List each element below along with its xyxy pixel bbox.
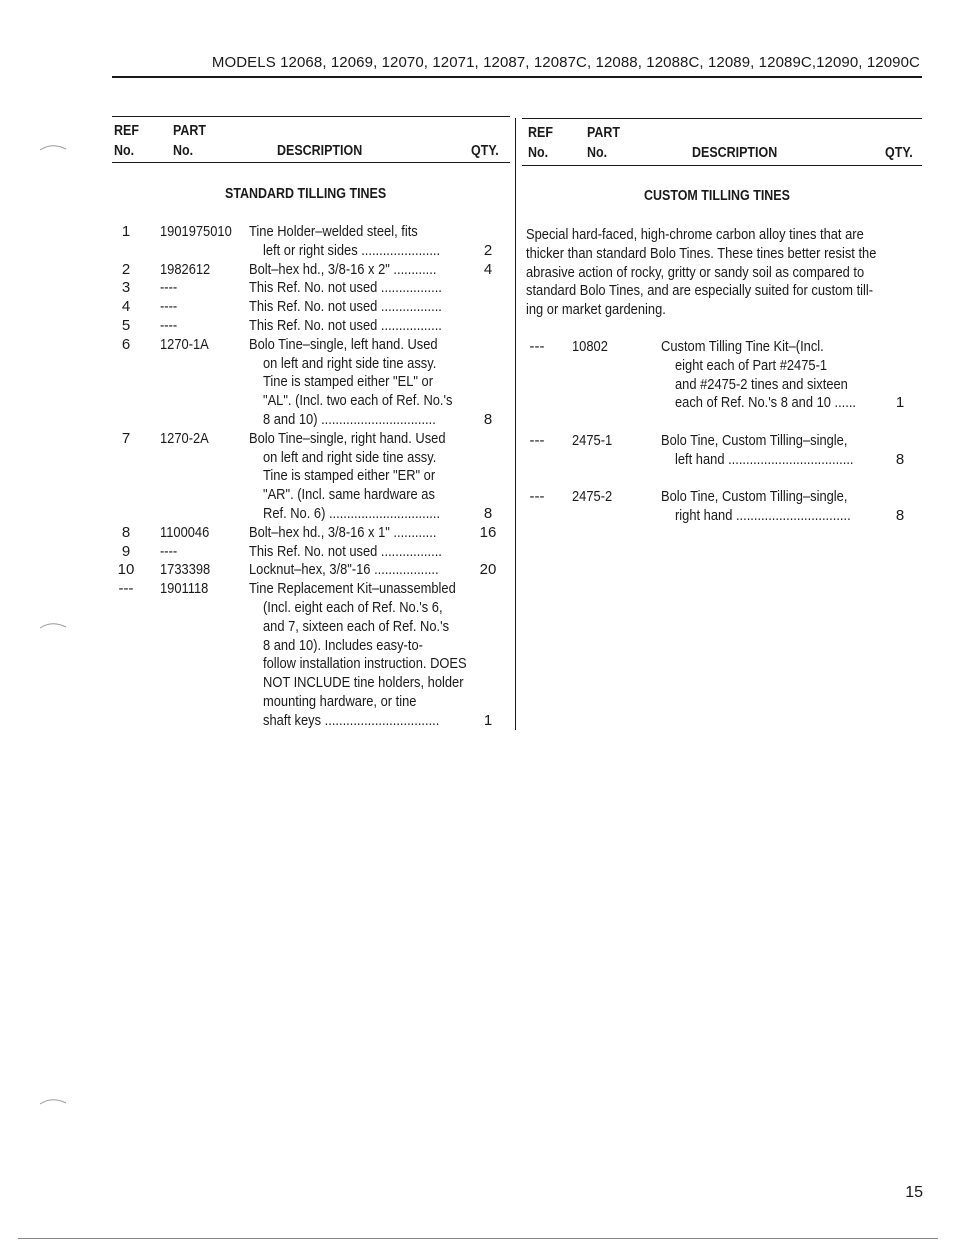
part-number: 1270-2A	[160, 429, 209, 447]
left-ref-header	[114, 121, 139, 161]
part-number: ----	[160, 279, 178, 297]
description-line	[249, 618, 500, 637]
description-text: This Ref. No. not used .................	[249, 298, 442, 316]
part-number: 10802	[572, 338, 608, 355]
standard-tines-title: STANDARD TILLING TINES	[225, 186, 387, 202]
description-text: eight each of Part #2475-1	[675, 356, 828, 374]
description-line	[249, 261, 467, 280]
intro-line: ing or market gardening.	[526, 301, 666, 319]
left-description-header: DESCRIPTION	[277, 143, 363, 159]
quantity: 2	[483, 241, 493, 259]
description-text: Tine is stamped either "ER" or	[263, 467, 436, 485]
right-ref-header	[528, 123, 553, 163]
custom-tines-intro	[526, 226, 926, 320]
ref-number: 2	[121, 260, 131, 278]
ref-number: 10	[117, 561, 135, 579]
ref-number: ---	[529, 338, 545, 355]
header-rule	[112, 76, 922, 78]
description-text: Tine Holder–welded steel, fits	[249, 223, 418, 240]
quantity: 1	[895, 394, 905, 412]
description-text: and #2475-2 tines and sixteen	[675, 375, 848, 393]
ref-number: ---	[118, 580, 134, 598]
description-line	[249, 355, 483, 374]
part-description	[249, 580, 500, 730]
ref-header-line1: REF	[114, 123, 139, 139]
quantity: 8	[895, 507, 905, 525]
description-line	[249, 543, 473, 562]
intro-line: Special hard-faced, high-chrome carbon alloy tines that are	[526, 226, 864, 243]
description-text: each of Ref. No.'s 8 and 10 ......	[675, 394, 857, 412]
right-header-rule	[522, 165, 922, 166]
description-text: NOT INCLUDE tine holders, holder	[263, 674, 464, 692]
left-qty-header: QTY.	[471, 143, 499, 159]
quantity: 8	[895, 450, 905, 468]
description-text: 8 and 10) ................................	[263, 410, 436, 428]
description-text: Custom Tilling Tine Kit–(Incl.	[661, 338, 824, 355]
part-description	[249, 524, 467, 543]
part-description	[249, 543, 473, 562]
intro-line: standard Bolo Tines, and are especially suited for custom till-	[526, 282, 874, 300]
description-text: Bolo Tine, Custom Tilling–single,	[661, 488, 848, 506]
description-line	[249, 317, 473, 336]
part-number: 2475-2	[572, 488, 613, 506]
description-line	[661, 488, 879, 507]
description-text: (Incl. eight each of Ref. No.'s 6,	[263, 598, 443, 616]
description-text: Bolo Tine, Custom Tilling–single,	[661, 432, 848, 449]
intro-line: abrasive action of rocky, gritty or sandy soil as compared to	[526, 263, 865, 281]
description-line	[249, 467, 477, 486]
description-line	[249, 712, 500, 731]
quantity: 4	[483, 260, 493, 278]
binding-hole-mark	[38, 620, 68, 630]
description-text: Ref. No. 6) ...............................	[263, 504, 441, 522]
description-line	[661, 338, 885, 357]
ref-number: 4	[121, 298, 131, 316]
ref-number: ---	[529, 488, 545, 506]
ref-number: 6	[121, 335, 131, 353]
part-description	[249, 317, 473, 336]
description-line	[249, 392, 483, 411]
description-line	[249, 674, 500, 693]
description-line	[249, 599, 500, 618]
right-top-rule	[522, 118, 922, 119]
description-line	[249, 580, 500, 599]
ref-number: ---	[529, 432, 545, 449]
part-header-line2: No.	[587, 145, 608, 161]
left-header-rule	[112, 162, 510, 163]
custom-tines-title: CUSTOM TILLING TINES	[644, 188, 790, 204]
description-text: This Ref. No. not used .................	[249, 542, 442, 560]
footer-rule	[18, 1238, 938, 1239]
part-number: 1982612	[160, 260, 211, 278]
description-line	[661, 376, 885, 395]
description-line	[249, 637, 500, 656]
column-divider	[515, 118, 516, 730]
description-text: shaft keys ................................	[263, 711, 440, 729]
description-text: Bolo Tine–single, left hand. Used	[249, 335, 438, 353]
ref-number: 5	[121, 317, 131, 334]
part-description	[249, 336, 483, 430]
part-number: 1270-1A	[160, 335, 209, 353]
ref-number: 9	[121, 542, 131, 560]
part-number: ----	[160, 542, 178, 560]
description-line	[249, 449, 477, 468]
right-description-header: DESCRIPTION	[692, 145, 778, 161]
part-number: ----	[160, 317, 178, 334]
quantity: 16	[479, 523, 497, 541]
ref-number: 7	[121, 429, 131, 447]
part-header-line1: PART	[173, 123, 207, 139]
ref-number: 8	[121, 523, 131, 541]
description-line	[661, 432, 883, 451]
description-text: This Ref. No. not used .................	[249, 279, 442, 297]
description-line	[249, 524, 467, 543]
part-description	[249, 561, 469, 580]
description-text: This Ref. No. not used .................	[249, 317, 442, 334]
ref-number: 3	[121, 279, 131, 297]
part-number: 1901975010	[160, 223, 232, 240]
description-line	[249, 655, 500, 674]
description-line	[249, 336, 483, 355]
ref-header-line2: No.	[114, 143, 135, 159]
description-text: Tine Replacement Kit–unassembled	[249, 580, 456, 598]
description-line	[249, 505, 477, 524]
models-header: MODELS 12068, 12069, 12070, 12071, 12087, 12087C, 12088, 12088C, 12089, 12089C,12090, 12090C	[211, 54, 920, 71]
description-text: "AL". (Incl. two each of Ref. No.'s	[263, 392, 453, 410]
description-text: right hand ................................	[675, 507, 851, 525]
part-description	[249, 298, 473, 317]
part-description	[661, 432, 883, 470]
description-text: Bolt–hex hd., 3/8-16 x 2" ............	[249, 260, 437, 278]
description-text: Bolo Tine–single, right hand. Used	[249, 429, 446, 447]
description-line	[249, 486, 477, 505]
quantity: 1	[483, 711, 493, 729]
description-text: "AR". (Incl. same hardware as	[263, 486, 435, 504]
left-top-rule	[112, 116, 510, 117]
description-line	[661, 394, 885, 413]
part-number: 1901118	[160, 580, 209, 598]
ref-header-line2: No.	[528, 145, 549, 161]
description-text: mounting hardware, or tine	[263, 692, 417, 710]
ref-number: 1	[121, 223, 131, 240]
part-description	[249, 430, 477, 524]
quantity: 8	[483, 410, 493, 428]
description-text: on left and right side tine assy.	[263, 448, 437, 466]
description-line	[249, 279, 473, 298]
part-number: ----	[160, 298, 178, 316]
description-line	[249, 411, 483, 430]
description-text: and 7, sixteen each of Ref. No.'s	[263, 617, 450, 635]
part-description	[661, 338, 885, 413]
description-text: Tine is stamped either "EL" or	[263, 373, 434, 391]
binding-hole-mark	[38, 142, 68, 152]
part-description	[249, 261, 467, 280]
description-line	[249, 430, 477, 449]
description-line	[661, 507, 879, 526]
binding-hole-mark	[38, 1096, 68, 1106]
quantity: 8	[483, 504, 493, 522]
description-line	[249, 561, 469, 580]
description-line	[249, 242, 469, 261]
right-part-header	[587, 123, 620, 163]
part-number: 1100046	[160, 523, 210, 541]
description-line	[249, 223, 469, 242]
description-text: left or right sides ......................	[263, 241, 441, 259]
description-line	[249, 373, 483, 392]
part-number: 1733398	[160, 561, 211, 579]
part-description	[249, 279, 473, 298]
part-header-line2: No.	[173, 143, 194, 159]
description-text: Bolt–hex hd., 3/8-16 x 1" ............	[249, 523, 437, 541]
intro-line: thicker than standard Bolo Tines. These tines better resist the	[526, 244, 877, 262]
description-line	[249, 298, 473, 317]
left-part-header	[173, 121, 206, 161]
description-text: Locknut–hex, 3/8"-16 ..................	[249, 561, 439, 579]
description-text: left hand ...................................	[675, 450, 854, 468]
description-text: 8 and 10). Includes easy-to-	[263, 636, 423, 654]
description-text: follow installation instruction. DOES	[263, 655, 467, 673]
description-text: on left and right side tine assy.	[263, 354, 437, 372]
description-line	[661, 451, 883, 470]
page-number: 15	[905, 1184, 923, 1201]
part-description	[661, 488, 879, 526]
quantity: 20	[479, 561, 497, 579]
description-line	[249, 693, 500, 712]
right-qty-header: QTY.	[885, 145, 913, 161]
part-header-line1: PART	[587, 125, 621, 141]
description-line	[661, 357, 885, 376]
ref-header-line1: REF	[528, 125, 553, 141]
part-description	[249, 223, 469, 261]
part-number: 2475-1	[572, 432, 613, 449]
